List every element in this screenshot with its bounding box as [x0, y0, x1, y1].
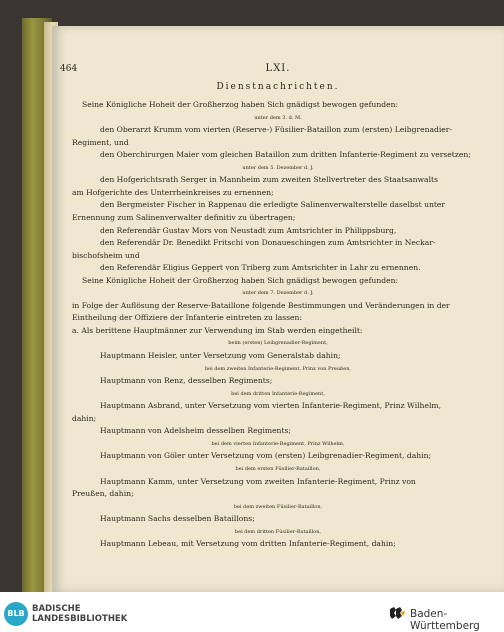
text-line: beim (ersten) Leibgrenadier-Regiment, [228, 340, 328, 347]
text-line: den Referendär Eligius Geppert von Triberg zum Amtsrichter in Lahr zu ernennen. [100, 263, 421, 273]
text-line: Seine Königliche Hoheit der Großherzog haben Sich gnädigst bewogen gefunden: [82, 275, 399, 285]
text-line: den Referendär Gustav Mors von Neustadt zum Amtsrichter in Philippsburg, [100, 225, 397, 235]
page-number: 464 [60, 64, 78, 74]
chapter-number: LXI. [265, 63, 291, 74]
text-line: bei dem ersten Füsilier-Bataillon, [235, 465, 321, 472]
text-line: Preußen, dahin; [72, 489, 134, 499]
text-line: bei dem dritten Infanterie-Regiment, [231, 390, 325, 397]
text-line: Hauptmann Heisler, unter Versetzung vom Generalstab dahin; [100, 351, 341, 360]
book-page [52, 26, 504, 592]
text-line: bei dem dritten Füsilier-Bataillon, [234, 528, 322, 535]
text-line: Regiment, und [72, 137, 129, 147]
text-line: den Hofgerichtsrath Serger in Mannheim zum zweiten Stellvertreter des Staatsanwalts [100, 175, 438, 185]
text-line: bei dem zweiten Füsilier-Bataillon, [233, 503, 323, 510]
text-line: Eintheilung der Offiziere der Infanterie eintreten zu lassen: [72, 313, 302, 323]
text-line: Hauptmann Lebeau, mit Versetzung vom dritten Infanterie-Regiment, dahin; [100, 539, 396, 549]
lions-crest-icon[interactable] [388, 606, 406, 622]
text-line: unter dem 5. Dezember d. J. [242, 164, 314, 171]
text-line: bei dem vierten Infanterie-Regiment, Prinz Wilhelm, [211, 440, 345, 447]
text-line: den Bergmeister Fischer in Rappenau die erledigte Salinenverwalterstelle daselbst unter [100, 200, 446, 210]
text-line: Hauptmann von Renz, desselben Regiments; [100, 376, 273, 386]
text-line: a. Als berittene Hauptmänner zur Verwendung im Stab werden eingetheilt: [72, 325, 363, 335]
library-name-line2: LANDESBIBLIOTHEK [32, 614, 128, 624]
text-line: Hauptmann Asbrand, unter Versetzung vom vierten Infanterie-Regiment, Prinz Wilhelm, [100, 401, 441, 411]
text-line: den Oberarzt Krumm vom vierten (Reserve-) Füsilier-Bataillon zum (ersten) Leibgrenadier- [100, 125, 452, 135]
text-line: bischofsheim und [72, 250, 140, 260]
text-line: bei dem zweiten Infanterie-Regiment, Prinz von Preußen, [204, 365, 352, 372]
page-heading: Dienstnachrichten. [216, 82, 340, 92]
text-line: am Hofgerichte des Unterrheinkreises zu ernennen; [72, 187, 274, 197]
text-line: Hauptmann von Göler unter Versetzung vom (ersten) Leibgrenadier-Regiment, dahin; [100, 451, 432, 461]
text-line: Seine Königliche Hoheit der Großherzog haben Sich gnädigst bewogen gefunden: [82, 100, 399, 109]
text-line: in Folge der Auflösung der Reserve-Bataillone folgende Bestimmungen und Veränderungen in der [72, 300, 450, 310]
library-name[interactable] [32, 604, 127, 624]
text-line: unter dem 7. Dezember d. J. [242, 290, 314, 297]
text-line: Ernennung zum Salinenverwalter definitiv zu übertragen; [72, 212, 296, 222]
blb-logo-icon[interactable]: BLB [4, 602, 28, 626]
text-line: dahin; [72, 413, 97, 423]
text-line: Hauptmann Kamm, unter Versetzung vom zweiten Infanterie-Regiment, Prinz von [100, 476, 416, 486]
text-line: den Oberchirurgen Maier vom gleichen Bataillon zum dritten Infanterie-Regiment zu versetzen; [100, 150, 471, 160]
text-line: unter dem 3. d. M. [254, 114, 302, 121]
library-name-line1: BADISCHE [32, 604, 81, 614]
state-name[interactable]: Baden-Württemberg [410, 608, 480, 632]
text-line: Hauptmann von Adelsheim desselben Regiments; [100, 426, 291, 436]
text-line: den Referendär Dr. Benedikt Fritschi von Donaueschingen zum Amtsrichter in Neckar- [100, 238, 436, 248]
text-line: Hauptmann Sachs desselben Bataillons; [100, 514, 255, 524]
